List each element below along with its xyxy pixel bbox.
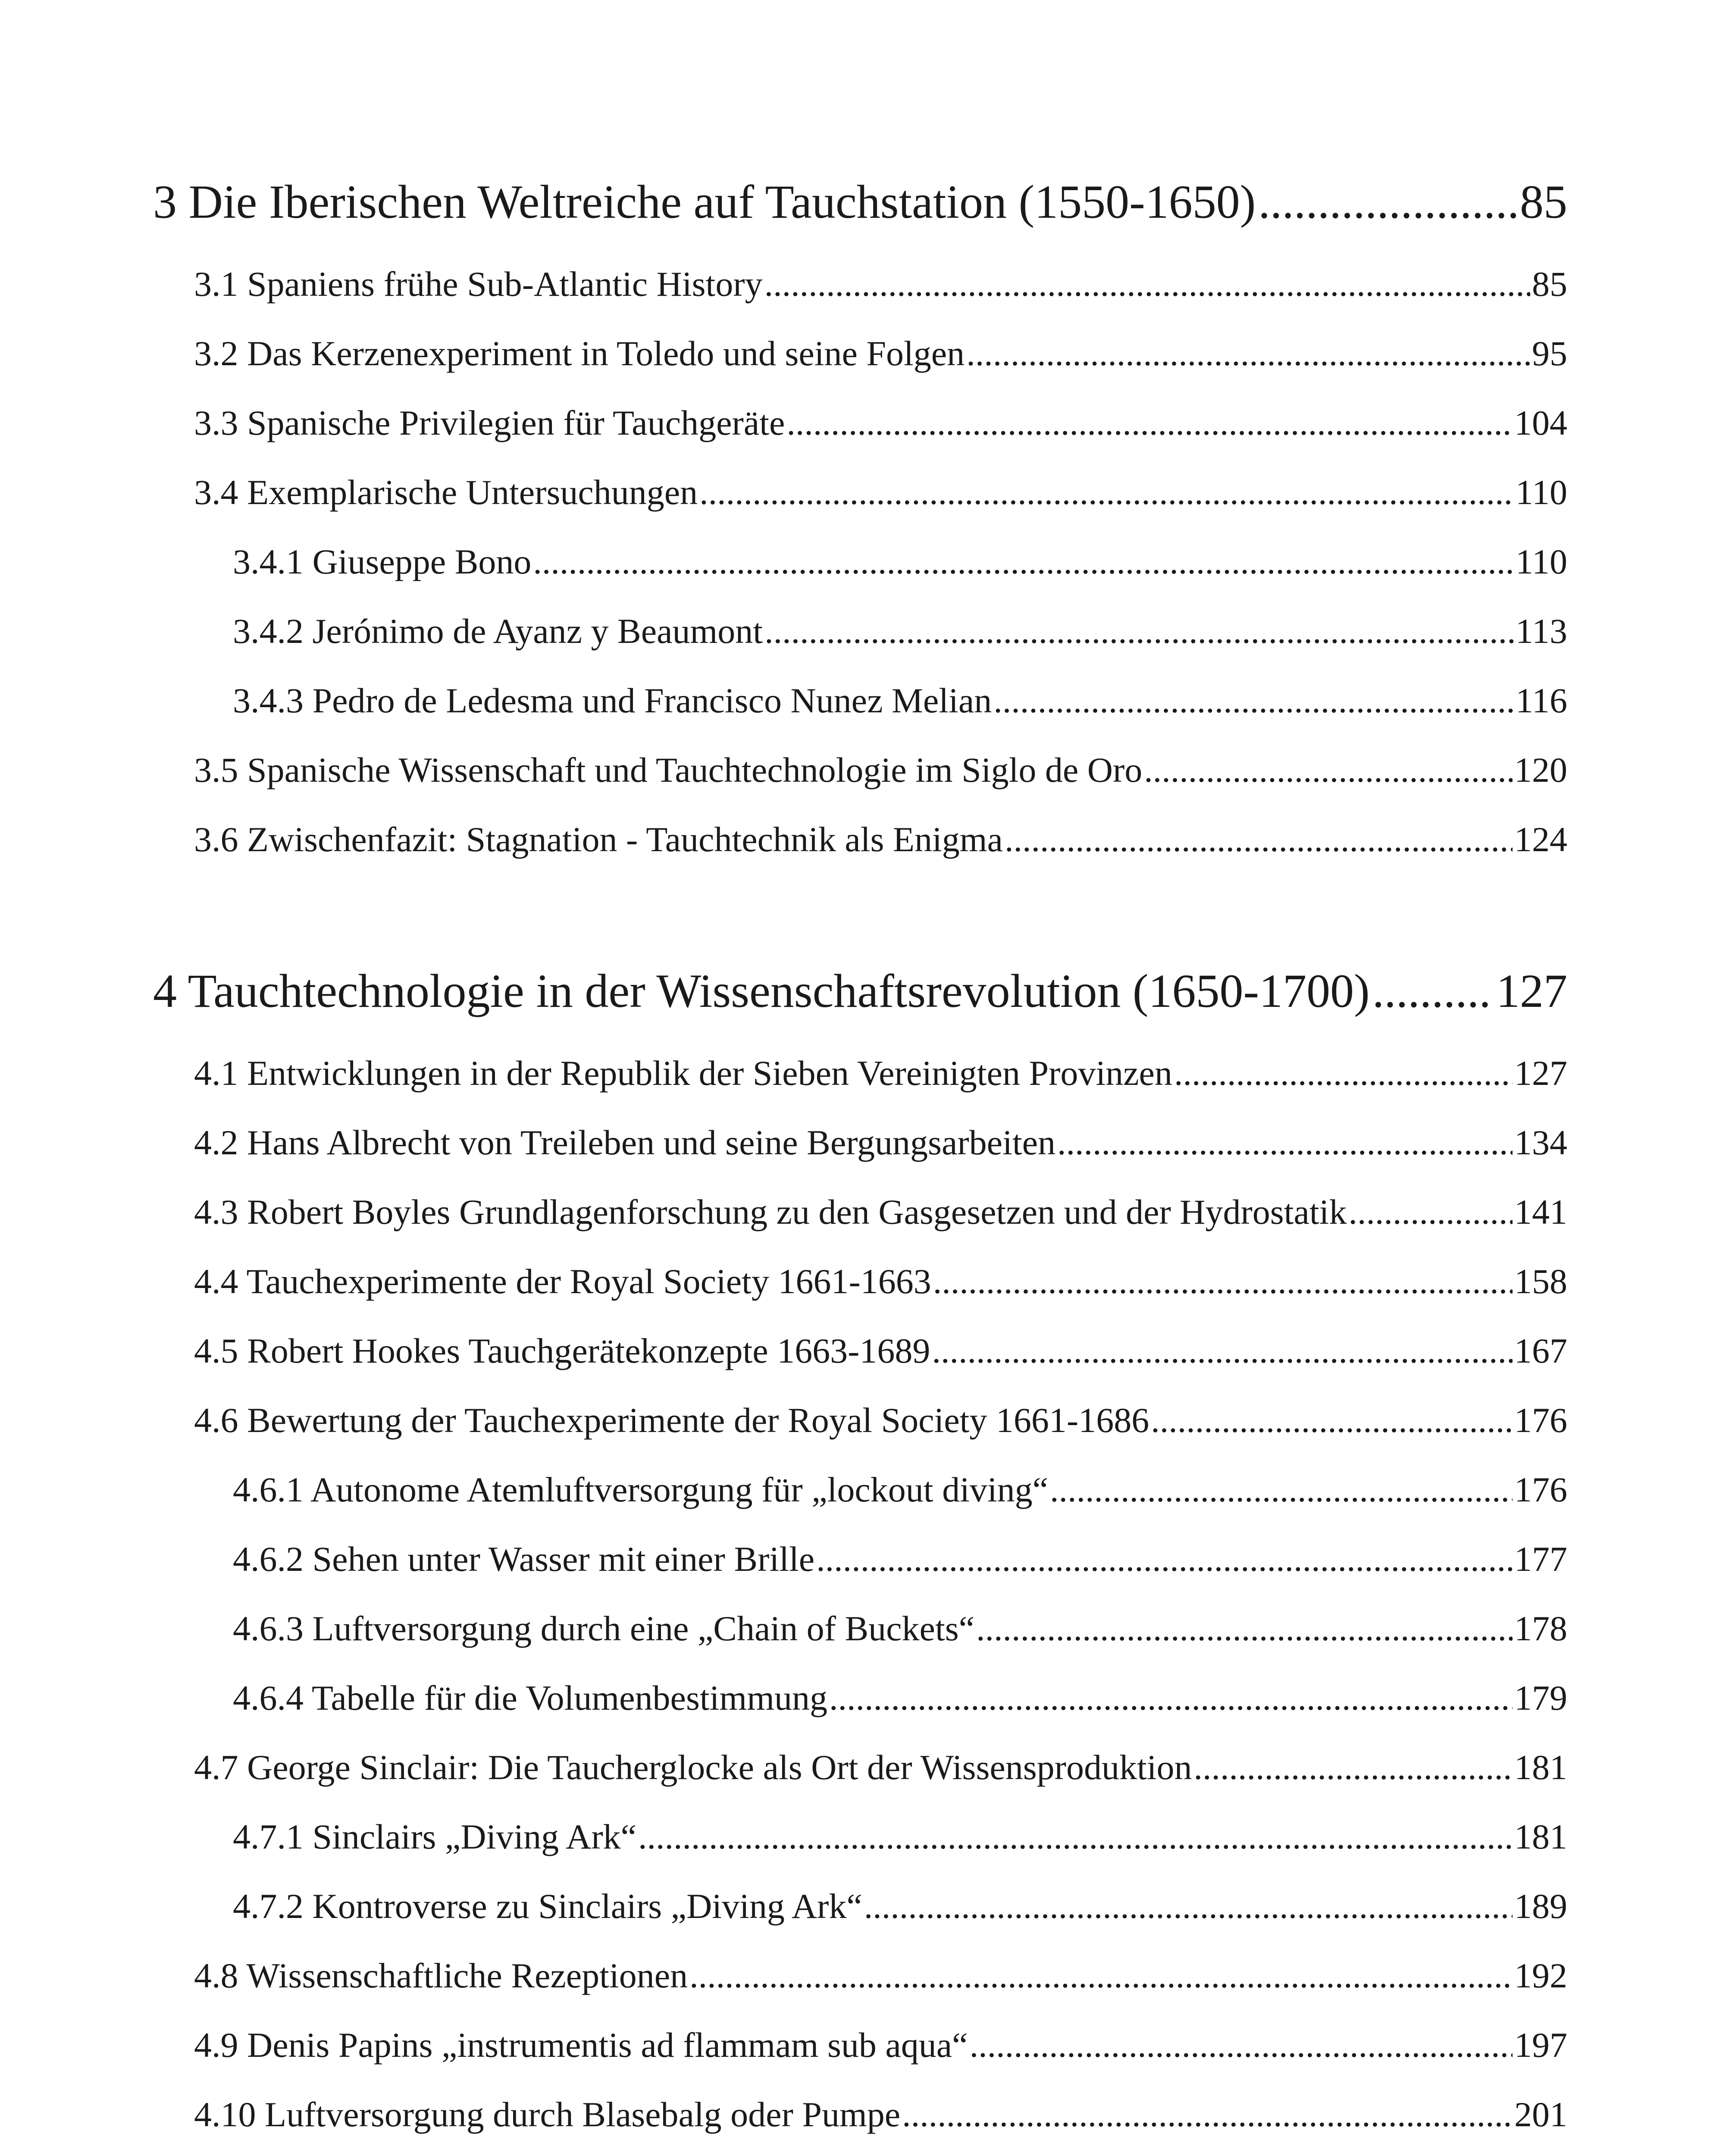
toc-entry-title: 3.1 Spaniens frühe Sub-Atlantic History bbox=[194, 264, 763, 304]
toc-chapter-heading[interactable] bbox=[153, 175, 1567, 229]
toc-entry[interactable] bbox=[194, 472, 1567, 513]
toc-page-number: 120 bbox=[1514, 750, 1567, 790]
dot-leader bbox=[764, 611, 1514, 652]
toc-entry[interactable] bbox=[194, 1955, 1567, 1996]
toc-entry[interactable] bbox=[194, 333, 1567, 374]
dot-leader bbox=[816, 1539, 1513, 1579]
toc-entry-title: 4.3 Robert Boyles Grundlagenforschung zu den Gasgesetzen und der Hydrostatik bbox=[194, 1192, 1347, 1232]
toc-page-number: 201 bbox=[1514, 2095, 1567, 2134]
dot-leader bbox=[786, 403, 1513, 443]
toc-entry[interactable] bbox=[233, 1817, 1567, 1857]
toc-entry-title: 4.4 Tauchexperimente der Royal Society 1661-1663 bbox=[194, 1262, 931, 1301]
toc-page-number: 181 bbox=[1514, 1817, 1567, 1856]
toc-entry-title: 4.9 Denis Papins „instrumentis ad flammam sub aqua“ bbox=[194, 2025, 968, 2065]
toc-entry-title: 4.5 Robert Hookes Tauchgerätekonzepte 1663-1689 bbox=[194, 1331, 930, 1370]
toc-page-number: 167 bbox=[1514, 1331, 1567, 1370]
dot-leader bbox=[976, 1608, 1513, 1649]
toc-entry[interactable] bbox=[233, 1470, 1567, 1510]
toc-entry[interactable] bbox=[194, 1053, 1567, 1094]
dot-leader bbox=[864, 1886, 1513, 1927]
toc-page-number: 178 bbox=[1514, 1609, 1567, 1648]
toc-page-number: 176 bbox=[1514, 1401, 1567, 1440]
dot-leader bbox=[902, 2094, 1513, 2135]
toc-entry-title: 4.6 Bewertung der Tauchexperimente der Royal Society 1661-1686 bbox=[194, 1401, 1149, 1440]
toc-page-number: 127 bbox=[1496, 965, 1567, 1017]
toc-entry[interactable] bbox=[233, 680, 1567, 721]
toc-page-number: 181 bbox=[1514, 1748, 1567, 1787]
dot-leader bbox=[993, 680, 1514, 721]
toc-page-number: 85 bbox=[1520, 175, 1567, 228]
dot-leader bbox=[933, 1261, 1513, 1302]
toc-page-number: 113 bbox=[1516, 611, 1567, 651]
dot-leader bbox=[1348, 1192, 1513, 1232]
toc-chapter-title: 3 Die Iberischen Weltreiche auf Tauchstation (1550-1650) bbox=[153, 175, 1256, 228]
dot-leader bbox=[689, 1955, 1513, 1996]
dot-leader bbox=[932, 1331, 1513, 1371]
toc-page-number: 104 bbox=[1514, 403, 1567, 442]
toc-page-number: 85 bbox=[1532, 264, 1567, 304]
toc-page-number: 179 bbox=[1514, 1678, 1567, 1717]
dot-leader bbox=[1005, 819, 1513, 860]
toc-entry-title: 3.4.3 Pedro de Ledesma und Francisco Nunez Melian bbox=[233, 681, 992, 720]
toc-entry[interactable] bbox=[233, 1539, 1567, 1579]
toc-entry-title: 4.2 Hans Albrecht von Treileben und seine Bergungsarbeiten bbox=[194, 1123, 1056, 1162]
toc-entry-title: 3.5 Spanische Wissenschaft und Tauchtechnologie im Siglo de Oro bbox=[194, 750, 1143, 790]
toc-entry-title: 4.6.3 Luftversorgung durch eine „Chain of Buckets“ bbox=[233, 1609, 975, 1648]
toc-page-number: 124 bbox=[1514, 820, 1567, 859]
toc-page-number: 192 bbox=[1514, 1956, 1567, 1995]
toc-entry-title: 4.1 Entwicklungen in der Republik der Sieben Vereinigten Provinzen bbox=[194, 1053, 1172, 1093]
toc-page-number: 197 bbox=[1514, 2025, 1567, 2065]
toc-entry[interactable] bbox=[233, 542, 1567, 582]
toc-entry-title: 4.10 Luftversorgung durch Blasebalg oder Pumpe bbox=[194, 2095, 901, 2134]
dot-leader bbox=[764, 264, 1530, 304]
toc-entry[interactable] bbox=[194, 2025, 1567, 2065]
toc-entry-title: 4.6.4 Tabelle für die Volumenbestimmung bbox=[233, 1678, 827, 1717]
toc-chapter-title: 4 Tauchtechnologie in der Wissenschaftsrevolution (1650-1700) bbox=[153, 965, 1370, 1017]
toc-entry[interactable] bbox=[194, 1261, 1567, 1302]
dot-leader bbox=[638, 1817, 1513, 1857]
dot-leader bbox=[829, 1678, 1513, 1718]
toc-page-number: 127 bbox=[1514, 1053, 1567, 1093]
toc-entry-title: 4.7.1 Sinclairs „Diving Ark“ bbox=[233, 1817, 637, 1856]
toc-entry[interactable] bbox=[194, 1192, 1567, 1232]
dot-leader bbox=[970, 2025, 1513, 2065]
toc-entry-title: 3.4.1 Giuseppe Bono bbox=[233, 542, 532, 581]
toc-entry[interactable] bbox=[194, 750, 1567, 790]
toc-entry-title: 4.8 Wissenschaftliche Rezeptionen bbox=[194, 1956, 688, 1995]
dot-leader bbox=[966, 333, 1530, 374]
toc-entry[interactable] bbox=[233, 611, 1567, 652]
toc-entry[interactable] bbox=[194, 1331, 1567, 1371]
toc-entry[interactable] bbox=[233, 1886, 1567, 1927]
toc-page-number: 110 bbox=[1516, 542, 1567, 581]
toc-page-number: 158 bbox=[1514, 1262, 1567, 1301]
toc-entry-title: 3.4.2 Jerónimo de Ayanz y Beaumont bbox=[233, 611, 763, 651]
dot-leader bbox=[699, 472, 1514, 513]
toc-entry-title: 4.7.2 Kontroverse zu Sinclairs „Diving Ark“ bbox=[233, 1887, 862, 1926]
toc-entry[interactable] bbox=[194, 1747, 1567, 1788]
dot-leader bbox=[1194, 1747, 1513, 1788]
toc-page-number: 176 bbox=[1514, 1470, 1567, 1509]
toc-page-number: 189 bbox=[1514, 1887, 1567, 1926]
toc-entry-title: 4.7 George Sinclair: Die Taucherglocke als Ort der Wissensproduktion bbox=[194, 1748, 1192, 1787]
toc-entry-title: 4.6.2 Sehen unter Wasser mit einer Brille bbox=[233, 1539, 815, 1579]
toc-entry-title: 4.6.1 Autonome Atemluftversorgung für „lockout diving“ bbox=[233, 1470, 1049, 1509]
dot-leader bbox=[1174, 1053, 1513, 1094]
toc-entry[interactable] bbox=[233, 1678, 1567, 1718]
toc-page-number: 116 bbox=[1516, 681, 1567, 720]
dot-leader bbox=[1144, 750, 1513, 790]
dot-leader bbox=[1151, 1400, 1513, 1441]
toc-entry[interactable] bbox=[194, 819, 1567, 860]
toc-page-number: 95 bbox=[1532, 334, 1567, 373]
toc-entry-title: 3.4 Exemplarische Untersuchungen bbox=[194, 473, 698, 512]
toc-page-number: 177 bbox=[1514, 1539, 1567, 1579]
toc-entry[interactable] bbox=[194, 1400, 1567, 1441]
toc-entry-title: 3.2 Das Kerzenexperiment in Toledo und seine Folgen bbox=[194, 334, 965, 373]
toc-entry-title: 3.6 Zwischenfazit: Stagnation - Tauchtechnik als Enigma bbox=[194, 820, 1003, 859]
dot-leader bbox=[1057, 1122, 1513, 1163]
dot-leader bbox=[533, 542, 1514, 582]
dot-leader bbox=[1258, 175, 1517, 229]
toc-entry[interactable] bbox=[194, 1122, 1567, 1163]
toc-entry[interactable] bbox=[194, 264, 1567, 304]
toc-page-number: 141 bbox=[1514, 1192, 1567, 1232]
toc-entry[interactable] bbox=[194, 2094, 1567, 2135]
toc-page-number: 110 bbox=[1516, 473, 1567, 512]
dot-leader bbox=[1050, 1470, 1513, 1510]
toc-chapter-heading[interactable] bbox=[153, 964, 1567, 1018]
toc-entry-title: 3.3 Spanische Privilegien für Tauchgeräte bbox=[194, 403, 785, 442]
dot-leader bbox=[1372, 964, 1494, 1018]
toc-page-number: 134 bbox=[1514, 1123, 1567, 1162]
toc-entry[interactable] bbox=[233, 1608, 1567, 1649]
toc-entry[interactable] bbox=[194, 403, 1567, 443]
